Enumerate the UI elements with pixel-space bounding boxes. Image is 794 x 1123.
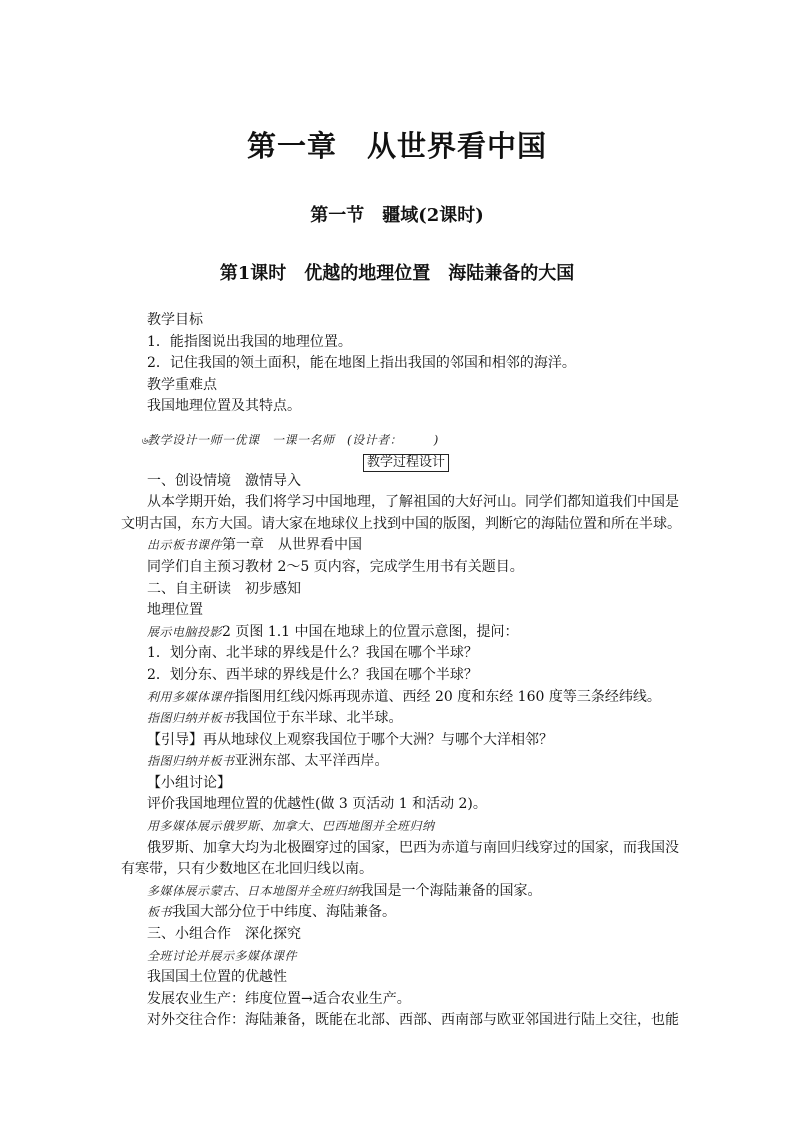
section-3-subtitle: 我国国土位置的优越性 xyxy=(147,969,287,986)
handwritten-note: 指图归纳并板书 xyxy=(147,711,235,726)
section-2-handwritten-line-3 xyxy=(0,708,794,730)
section-2-handwritten-line-1 xyxy=(0,622,794,644)
note-text: 第一章 从世界看中国 xyxy=(222,537,363,554)
spacer xyxy=(0,418,794,430)
section-2-handwritten-line-4 xyxy=(0,751,794,773)
process-box: 教学过程设计 xyxy=(363,454,449,472)
design-note-line xyxy=(0,430,794,452)
handwritten-note: 用多媒体展示俄罗斯、加拿大、巴西地图并全班归纳 xyxy=(147,819,435,834)
section-2-handwritten-line-6 xyxy=(0,881,794,903)
chapter-title: 第一章 从世界看中国 xyxy=(246,129,547,163)
note-text: 我国大部分位于中纬度、海陆兼备。 xyxy=(172,904,397,921)
section-1-title: 一、创设情境 激情导入 xyxy=(147,472,301,489)
section-2-title: 二、自主研读 初步感知 xyxy=(147,580,301,597)
handwritten-note: 展示电脑投影 xyxy=(147,624,223,639)
process-box-line xyxy=(0,452,794,471)
section-3-point-2: 对外交往合作：海陆兼备，既能在北部、西部、西南部与欧亚邻国进行陆上交往，也能 xyxy=(147,1012,679,1029)
section-2-handwritten-line-5 xyxy=(0,816,794,838)
guide-question: 【引导】再从地球仪上观察我国位于哪个大洲？与哪个大洋相邻？ xyxy=(147,731,553,748)
group-discussion-label: 【小组讨论】 xyxy=(147,774,231,791)
section-3-handwritten-line xyxy=(0,946,794,968)
section-3-title: 三、小组合作 深化探究 xyxy=(147,926,301,943)
section-1-paragraph-2: 同学们自主预习教材 2～5 页内容，完成学生用书有关题目。 xyxy=(147,558,524,575)
comparison-paragraph-line-1: 俄罗斯、加拿大均为北极圈穿过的国家，巴西为赤道与南回归线穿过的国家，而我国没 xyxy=(147,839,679,856)
handwritten-note: 指图归纳并板书 xyxy=(147,754,235,769)
comparison-paragraph-line-2: 有寒带，只有少数地区在北回归线以南。 xyxy=(121,861,373,878)
question-2: 2．划分东、西半球的界线是什么？我国在哪个半球？ xyxy=(147,666,478,683)
note-text: 我国是一个海陆兼备的国家。 xyxy=(359,882,542,899)
handwritten-note: 出示板书课件 xyxy=(147,538,223,553)
section-2-handwritten-line-7 xyxy=(0,902,794,924)
note-text: 亚洲东部、太平洋西岸。 xyxy=(234,753,389,770)
note-text: 2 页图 1.1 中国在地球上的位置示意图，提问： xyxy=(222,623,519,640)
section-1-paragraph-line-1: 从本学期开始，我们将学习中国地理，了解祖国的大好河山。同学们都知道我们中国是 xyxy=(147,494,679,511)
section-3-point-1: 发展农业生产：纬度位置→适合农业生产。 xyxy=(147,990,411,1007)
document-body xyxy=(0,310,794,1032)
handwritten-note: 多媒体展示蒙古、日本地图并全班归纳 xyxy=(147,883,360,898)
note-text: 指图用红线闪烁再现赤道、西经 20 度和东经 160 度等三条经纬线。 xyxy=(234,688,661,705)
handwritten-note: 板书 xyxy=(147,905,173,920)
key-points-heading: 教学重难点 xyxy=(147,376,217,393)
section-2-handwritten-line-2 xyxy=(0,687,794,709)
objectives-heading: 教学目标 xyxy=(147,312,203,328)
section-1-handwritten-line xyxy=(0,535,794,557)
section-2-subtitle: 地理位置 xyxy=(147,602,203,619)
section-1-paragraph-line-2: 文明古国，东方大国。请大家在地球仪上找到中国的版图，判断它的海陆位置和所在半球。 xyxy=(121,515,681,532)
mark-icon: ৬ xyxy=(141,435,148,447)
objective-1: 1．能指图说出我国的地理位置。 xyxy=(147,333,352,350)
evaluation-text: 评价我国地理位置的优越性(做 3 页活动 1 和活动 2)。 xyxy=(147,796,487,813)
section-title: 第一节 疆域(2课时) xyxy=(310,205,484,226)
lesson-title: 第1课时 优越的地理位置 海陆兼备的大国 xyxy=(219,263,575,284)
handwritten-note: 全班讨论并展示多媒体课件 xyxy=(147,948,298,963)
objective-2: 2．记住我国的领土面积，能在地图上指出我国的邻国和相邻的海洋。 xyxy=(147,355,576,372)
key-points-text: 我国地理位置及其特点。 xyxy=(147,398,301,415)
question-1: 1．划分南、北半球的界线是什么？我国在哪个半球？ xyxy=(147,645,478,662)
note-text: 我国位于东半球、北半球。 xyxy=(234,710,403,727)
handwritten-note: 利用多媒体课件 xyxy=(147,689,235,704)
design-note: 教学设计一师一优课 一课一名师 (设计者： ) xyxy=(147,432,439,447)
